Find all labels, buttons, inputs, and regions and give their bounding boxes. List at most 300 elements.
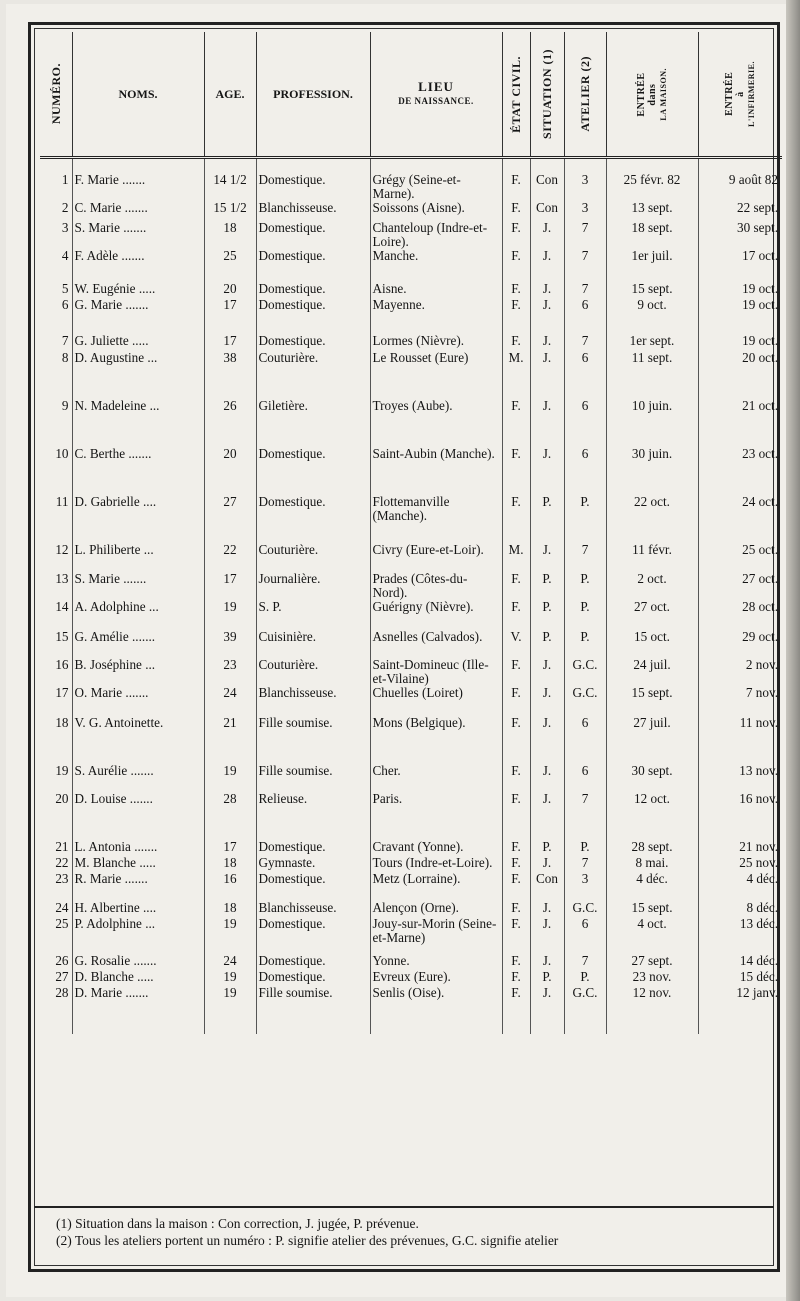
row-age: 19 [204,986,256,1034]
row-atelier: P. [564,495,606,543]
row-lieu: Flottemanville (Manche). [370,495,502,543]
row-entree-infirmerie: 28 oct. [698,600,782,630]
row-lieu: Yonne. [370,954,502,970]
header-atelier: ATELIER (2) [564,32,606,158]
row-profession: Domestique. [256,954,370,970]
row-entree-maison: 2 oct. [606,572,698,600]
row-entree-maison: 30 juin. [606,447,698,495]
row-lieu: Mons (Belgique). [370,716,502,764]
row-entree-maison: 27 juil. [606,716,698,764]
row-entree-maison: 11 févr. [606,543,698,572]
row-lieu: Guérigny (Nièvre). [370,600,502,630]
row-age: 17 [204,572,256,600]
row-lieu: Paris. [370,792,502,840]
row-atelier: 6 [564,447,606,495]
table-row [40,716,782,764]
row-entree-maison: 10 juin. [606,399,698,447]
row-situation: J. [530,954,564,970]
row-atelier: P. [564,600,606,630]
row-number: 17 [55,686,69,700]
row-age: 19 [204,970,256,986]
row-age: 17 [204,334,256,351]
row-situation: P. [530,600,564,630]
row-name: S. Marie ....... [72,221,204,249]
row-profession: Couturière. [256,658,370,686]
row-lieu: Alençon (Orne). [370,901,502,917]
table-row [40,600,782,630]
row-profession: Giletière. [256,399,370,447]
row-number: 15 [55,630,69,644]
row-number: 21 [55,840,69,854]
row-atelier: 6 [564,351,606,399]
row-situation: P. [530,970,564,986]
row-lieu: Prades (Côtes-du-Nord). [370,572,502,600]
row-atelier: 6 [564,917,606,954]
row-name: L. Antonia ....... [72,840,204,856]
row-age: 23 [204,658,256,686]
row-etat-civil: F. [502,986,530,1034]
row-age: 20 [204,447,256,495]
row-name: D. Augustine ... [72,351,204,399]
row-entree-maison: 4 oct. [606,917,698,954]
table-row [40,495,782,543]
row-etat-civil: F. [502,282,530,298]
header-entree-infirmerie: ENTRÉE à L'INFIRMERIE. [698,32,782,158]
row-atelier: 7 [564,334,606,351]
row-situation: J. [530,351,564,399]
row-entree-infirmerie: 15 déc. [698,970,782,986]
row-situation: J. [530,901,564,917]
row-profession: Cuisinière. [256,630,370,658]
row-age: 24 [204,954,256,970]
row-age: 17 [204,840,256,856]
row-etat-civil: F. [502,298,530,334]
table-row [40,792,782,840]
row-entree-maison: 30 sept. [606,764,698,792]
row-age: 27 [204,495,256,543]
table-row [40,572,782,600]
row-atelier: 6 [564,399,606,447]
row-lieu: Saint-Domineuc (Ille-et-Vilaine) [370,658,502,686]
row-situation: J. [530,249,564,282]
row-profession: Couturière. [256,543,370,572]
table-row [40,334,782,351]
row-number: 26 [55,954,69,968]
row-situation: P. [530,572,564,600]
header-lieu-line1: LIEU [418,79,454,94]
row-lieu: Le Rousset (Eure) [370,351,502,399]
row-age: 19 [204,917,256,954]
row-situation: P. [530,630,564,658]
table-row [40,917,782,954]
row-atelier: P. [564,840,606,856]
table-row [40,447,782,495]
row-lieu: Saint-Aubin (Manche). [370,447,502,495]
row-entree-maison: 15 sept. [606,901,698,917]
row-atelier: G.C. [564,686,606,716]
row-number: 12 [55,543,69,557]
row-etat-civil: F. [502,792,530,840]
row-entree-infirmerie: 19 oct. [698,282,782,298]
row-etat-civil: F. [502,954,530,970]
row-name: F. Adèle ....... [72,249,204,282]
row-age: 19 [204,764,256,792]
row-entree-maison: 15 oct. [606,630,698,658]
row-entree-infirmerie: 29 oct. [698,630,782,658]
row-etat-civil: F. [502,158,530,202]
row-lieu: Cher. [370,764,502,792]
row-entree-maison: 15 sept. [606,686,698,716]
row-entree-maison: 24 juil. [606,658,698,686]
row-lieu: Chuelles (Loiret) [370,686,502,716]
row-age: 20 [204,282,256,298]
row-etat-civil: F. [502,249,530,282]
row-age: 24 [204,686,256,716]
row-number: 5 [61,282,69,296]
row-entree-maison: 11 sept. [606,351,698,399]
table-row [40,201,782,221]
row-profession: Domestique. [256,334,370,351]
row-name: G. Marie ....... [72,298,204,334]
row-number: 28 [55,986,69,1000]
row-atelier: P. [564,572,606,600]
row-name: L. Philiberte ... [72,543,204,572]
row-etat-civil: F. [502,716,530,764]
row-entree-infirmerie: 21 nov. [698,840,782,856]
row-entree-maison: 1er sept. [606,334,698,351]
header-lieu-line2: DE NAISSANCE. [398,96,474,106]
row-age: 18 [204,856,256,872]
row-age: 22 [204,543,256,572]
row-name: S. Aurélie ....... [72,764,204,792]
row-age: 17 [204,298,256,334]
row-entree-infirmerie: 19 oct. [698,334,782,351]
row-entree-infirmerie: 25 oct. [698,543,782,572]
row-name: S. Marie ....... [72,572,204,600]
row-profession: Domestique. [256,917,370,954]
register-table [40,32,782,1034]
row-profession: Domestique. [256,495,370,543]
row-number: 27 [55,970,69,984]
row-name: G. Rosalie ....... [72,954,204,970]
row-etat-civil: F. [502,970,530,986]
row-etat-civil: F. [502,221,530,249]
row-atelier: G.C. [564,901,606,917]
row-age: 21 [204,716,256,764]
row-etat-civil: F. [502,840,530,856]
row-atelier: P. [564,970,606,986]
row-situation: J. [530,334,564,351]
row-lieu: Evreux (Eure). [370,970,502,986]
row-atelier: 7 [564,856,606,872]
row-situation: J. [530,298,564,334]
row-profession: Domestique. [256,221,370,249]
row-etat-civil: F. [502,856,530,872]
table-row [40,221,782,249]
row-lieu: Tours (Indre-et-Loire). [370,856,502,872]
row-number: 7 [61,334,69,348]
row-number: 1 [61,172,69,187]
row-entree-maison: 12 nov. [606,986,698,1034]
row-age: 26 [204,399,256,447]
header-age: AGE. [204,32,256,158]
footnote-1: (1) Situation dans la maison : Con correction, J. jugée, P. prévenue. [56,1216,419,1231]
row-age: 14 1/2 [204,158,256,202]
row-etat-civil: F. [502,600,530,630]
row-number: 6 [61,298,69,312]
row-number: 20 [55,792,69,806]
row-profession: Domestique. [256,158,370,202]
row-name: C. Berthe ....... [72,447,204,495]
row-entree-infirmerie: 16 nov. [698,792,782,840]
row-age: 18 [204,221,256,249]
row-situation: J. [530,447,564,495]
row-lieu: Grégy (Seine-et-Marne). [370,158,502,202]
row-number: 19 [55,764,69,778]
row-atelier: 3 [564,872,606,901]
table-row [40,249,782,282]
row-profession: Blanchisseuse. [256,201,370,221]
row-etat-civil: M. [502,351,530,399]
table-row [40,658,782,686]
row-entree-infirmerie: 17 oct. [698,249,782,282]
row-entree-infirmerie: 8 déc. [698,901,782,917]
row-number: 4 [61,249,69,263]
row-entree-maison: 28 sept. [606,840,698,856]
row-name: V. G. Antoinette. [72,716,204,764]
row-age: 39 [204,630,256,658]
row-profession: Fille soumise. [256,986,370,1034]
row-etat-civil: F. [502,658,530,686]
header-profession: PROFESSION. [256,32,370,158]
row-name: C. Marie ....... [72,201,204,221]
row-lieu: Mayenne. [370,298,502,334]
row-profession: Blanchisseuse. [256,901,370,917]
row-profession: Domestique. [256,298,370,334]
row-atelier: P. [564,630,606,658]
row-atelier: 7 [564,282,606,298]
row-lieu: Troyes (Aube). [370,399,502,447]
row-entree-infirmerie: 13 déc. [698,917,782,954]
row-profession: Relieuse. [256,792,370,840]
row-lieu: Cravant (Yonne). [370,840,502,856]
row-situation: J. [530,917,564,954]
table-row [40,543,782,572]
row-situation: Con [530,201,564,221]
row-name: F. Marie ....... [72,158,204,202]
row-profession: Domestique. [256,872,370,901]
row-name: O. Marie ....... [72,686,204,716]
row-situation: J. [530,716,564,764]
row-entree-infirmerie: 9 août 82 [698,158,782,202]
table-row [40,630,782,658]
row-number: 9 [61,399,69,413]
row-etat-civil: F. [502,686,530,716]
row-age: 18 [204,901,256,917]
row-number: 10 [55,447,69,461]
row-entree-infirmerie: 12 janv. [698,986,782,1034]
row-name: A. Adolphine ... [72,600,204,630]
row-entree-maison: 23 nov. [606,970,698,986]
row-entree-infirmerie: 20 oct. [698,351,782,399]
row-profession: Journalière. [256,572,370,600]
row-atelier: 6 [564,764,606,792]
row-situation: Con [530,158,564,202]
row-lieu: Metz (Lorraine). [370,872,502,901]
table-row [40,954,782,970]
row-situation: J. [530,399,564,447]
row-number: 14 [55,600,69,614]
row-etat-civil: F. [502,334,530,351]
row-profession: Domestique. [256,447,370,495]
row-lieu: Civry (Eure-et-Loir). [370,543,502,572]
row-name: B. Joséphine ... [72,658,204,686]
row-number: 25 [55,917,69,931]
row-profession: Fille soumise. [256,716,370,764]
row-number: 22 [55,856,69,870]
table-row [40,158,782,202]
row-atelier: 7 [564,249,606,282]
row-entree-maison: 4 déc. [606,872,698,901]
row-entree-maison: 12 oct. [606,792,698,840]
row-entree-infirmerie: 11 nov. [698,716,782,764]
row-entree-maison: 18 sept. [606,221,698,249]
row-situation: J. [530,686,564,716]
row-number: 23 [55,872,69,886]
row-entree-infirmerie: 19 oct. [698,298,782,334]
row-atelier: 6 [564,716,606,764]
header-lieu [370,32,502,158]
row-atelier: G.C. [564,658,606,686]
row-profession: Domestique. [256,282,370,298]
row-number: 2 [61,201,69,215]
row-situation: Con [530,872,564,901]
row-entree-maison: 1er juil. [606,249,698,282]
row-situation: J. [530,658,564,686]
row-entree-maison: 25 févr. 82 [606,158,698,202]
row-entree-maison: 15 sept. [606,282,698,298]
row-age: 15 1/2 [204,201,256,221]
row-lieu: Chanteloup (Indre-et-Loire). [370,221,502,249]
row-age: 38 [204,351,256,399]
row-number: 8 [61,351,69,365]
row-situation: J. [530,221,564,249]
row-entree-infirmerie: 30 sept. [698,221,782,249]
row-name: W. Eugénie ..... [72,282,204,298]
header-row [40,32,782,158]
row-situation: P. [530,495,564,543]
row-entree-infirmerie: 14 déc. [698,954,782,970]
row-entree-infirmerie: 13 nov. [698,764,782,792]
row-situation: J. [530,792,564,840]
row-number: 16 [55,658,69,672]
row-atelier: 7 [564,221,606,249]
header-entree-maison: ENTRÉE dans LA MAISON. [606,32,698,158]
row-lieu: Manche. [370,249,502,282]
row-situation: J. [530,543,564,572]
row-situation: P. [530,840,564,856]
row-name: H. Albertine .... [72,901,204,917]
header-situation: SITUATION (1) [530,32,564,158]
row-etat-civil: F. [502,764,530,792]
row-entree-infirmerie: 4 déc. [698,872,782,901]
row-etat-civil: F. [502,901,530,917]
table-row [40,282,782,298]
row-entree-maison: 27 sept. [606,954,698,970]
table-row [40,901,782,917]
row-name: R. Marie ....... [72,872,204,901]
row-number: 13 [55,572,69,586]
table-row [40,686,782,716]
row-name: N. Madeleine ... [72,399,204,447]
row-entree-infirmerie: 24 oct. [698,495,782,543]
table-row [40,399,782,447]
row-entree-infirmerie: 7 nov. [698,686,782,716]
table-row [40,840,782,856]
header-etat-civil: ÉTAT CIVIL. [502,32,530,158]
footnote-2: (2) Tous les ateliers portent un numéro : P. signifie atelier des prévenues, G.C. signifie atelier [56,1233,559,1248]
row-profession: Couturière. [256,351,370,399]
row-lieu: Soissons (Aisne). [370,201,502,221]
footnote-rule [34,1206,774,1208]
row-name: D. Louise ....... [72,792,204,840]
table-row [40,856,782,872]
row-entree-maison: 8 mai. [606,856,698,872]
row-age: 16 [204,872,256,901]
row-atelier: 3 [564,201,606,221]
row-number: 24 [55,901,69,915]
row-profession: Domestique. [256,840,370,856]
table-row [40,970,782,986]
row-etat-civil: F. [502,495,530,543]
table-row [40,872,782,901]
row-profession: Blanchisseuse. [256,686,370,716]
row-etat-civil: F. [502,201,530,221]
row-atelier: 7 [564,543,606,572]
row-profession: Domestique. [256,249,370,282]
row-profession: Fille soumise. [256,764,370,792]
row-situation: J. [530,764,564,792]
row-lieu: Lormes (Nièvre). [370,334,502,351]
row-etat-civil: F. [502,399,530,447]
row-lieu: Asnelles (Calvados). [370,630,502,658]
row-profession: S. P. [256,600,370,630]
row-entree-infirmerie: 23 oct. [698,447,782,495]
row-entree-infirmerie: 21 oct. [698,399,782,447]
row-name: M. Blanche ..... [72,856,204,872]
row-entree-maison: 9 oct. [606,298,698,334]
header-numero: NUMÉRO. [40,32,72,158]
row-entree-infirmerie: 25 nov. [698,856,782,872]
row-etat-civil: F. [502,447,530,495]
row-number: 3 [61,221,69,235]
header-noms: NOMS. [72,32,204,158]
table-row [40,298,782,334]
row-etat-civil: F. [502,872,530,901]
row-atelier: 7 [564,792,606,840]
row-name: G. Juliette ..... [72,334,204,351]
row-entree-maison: 27 oct. [606,600,698,630]
row-entree-maison: 13 sept. [606,201,698,221]
table-row [40,351,782,399]
row-entree-infirmerie: 2 nov. [698,658,782,686]
row-etat-civil: F. [502,572,530,600]
row-lieu: Jouy-sur-Morin (Seine-et-Marne) [370,917,502,954]
row-situation: J. [530,986,564,1034]
row-lieu: Aisne. [370,282,502,298]
row-entree-maison: 22 oct. [606,495,698,543]
row-number: 11 [55,495,69,509]
